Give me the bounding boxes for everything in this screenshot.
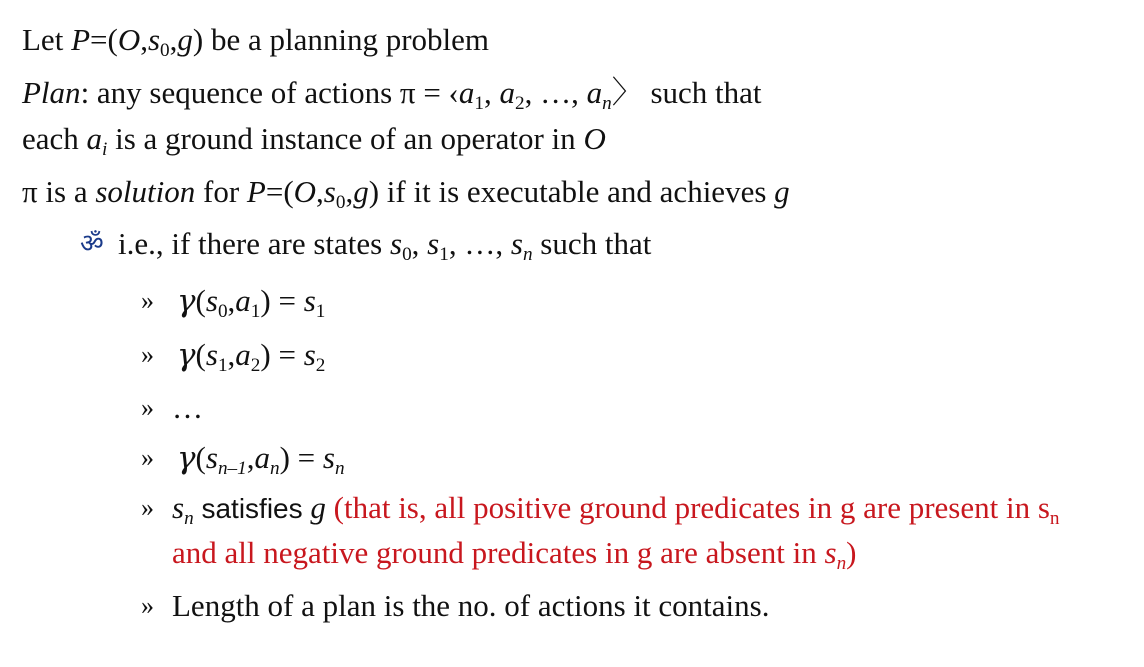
subscript: 1 [315, 301, 326, 323]
subscript: 2 [315, 355, 326, 377]
symbol-s: s [510, 226, 523, 261]
symbol-a: a [254, 440, 270, 475]
symbol-a: a [499, 75, 515, 110]
bullet-marker: » [141, 393, 154, 422]
symbol-s: s [303, 337, 316, 372]
text-paren: ( [195, 283, 206, 318]
text-plan-desc: : any sequence of actions π = ‹ [80, 75, 459, 110]
text-sep: , …, [448, 226, 511, 261]
red-note-negative: and all negative ground predicates in g are absent in [172, 535, 825, 570]
subscript: n–1 [217, 458, 247, 480]
goal-satisfaction-line-1 [172, 490, 1060, 530]
text-sep: , [411, 226, 428, 261]
text-eq-open: =( [265, 174, 294, 209]
subscript: n [836, 553, 847, 575]
planning-problem-definition [22, 22, 490, 62]
bullet-marker: » [141, 591, 154, 620]
subscript: n [1049, 508, 1060, 530]
symbol-s: s [322, 440, 335, 475]
text-pi-is-a: π is a [22, 174, 96, 209]
bullet-marker: » [141, 493, 154, 522]
symbol-s: s [427, 226, 440, 261]
bullet-marker: » [141, 443, 154, 472]
om-bullet-icon [80, 226, 104, 262]
subscript: n [270, 458, 280, 480]
text-intro: i.e., if there are states [118, 226, 390, 261]
text-sep: , …, [524, 75, 587, 110]
symbol-gamma: γ [177, 337, 196, 373]
subscript: n [335, 458, 345, 480]
bullet-marker: » [141, 286, 154, 315]
text-equals: ) = [279, 440, 323, 475]
symbol-a: a [235, 283, 251, 318]
text-comma: , [345, 174, 354, 209]
symbol-s: s [172, 490, 185, 525]
symbol-s: s [147, 22, 161, 57]
plan-definition [22, 75, 762, 115]
term-plan: Plan [22, 75, 81, 110]
symbol-g: g [353, 174, 369, 209]
subscript: i [102, 139, 108, 161]
text-rest: ) be a planning problem [192, 22, 490, 57]
subscript: 1 [474, 93, 484, 115]
symbol-a: a [458, 75, 475, 110]
text-for: for [195, 174, 247, 209]
symbol-P: P [71, 22, 90, 57]
text-equals: ) = [260, 337, 304, 372]
subscript: n [522, 244, 533, 266]
subscript: 1 [217, 355, 228, 377]
subscript: n [602, 93, 612, 115]
text-rest: is a ground instance of an operator in [107, 121, 584, 156]
symbol-P: P [246, 174, 266, 209]
solution-definition [22, 174, 790, 214]
text-close-paren: ) [846, 535, 857, 570]
subscript: 0 [402, 244, 412, 266]
text-each: each [22, 121, 87, 156]
symbol-O: O [293, 174, 317, 209]
transition-step-2 [177, 337, 326, 377]
ground-instance-line [22, 121, 606, 161]
transition-step-n [177, 440, 345, 480]
symbol-s: s [303, 283, 316, 318]
red-note-positive: (that is, all positive ground predicates in g are present in s [325, 490, 1050, 525]
symbol-g: g [774, 174, 790, 209]
bullet-marker: » [141, 340, 154, 369]
subscript: 0 [335, 192, 346, 214]
text-comma: , [227, 283, 236, 318]
text-comma: , [246, 440, 255, 475]
text-such-that: 〉 such that [611, 75, 762, 110]
symbol-g: g [177, 22, 193, 57]
symbol-a: a [235, 337, 251, 372]
symbol-s: s [205, 440, 218, 475]
symbol-O: O [117, 22, 141, 57]
subscript: 1 [439, 244, 449, 266]
text-sep: , [483, 75, 500, 110]
text-paren: ( [195, 440, 206, 475]
text-rest: ) if it is executable and achieves [368, 174, 775, 209]
text-eq-open: =( [90, 22, 118, 57]
subscript: 2 [250, 355, 261, 377]
symbol-g: g [310, 490, 326, 525]
symbol-O: O [583, 121, 606, 156]
transition-step-1 [177, 283, 326, 323]
symbol-a: a [586, 75, 603, 110]
text-equals: ) = [260, 283, 304, 318]
subscript: 1 [250, 301, 261, 323]
symbol-s: s [205, 283, 218, 318]
text-comma: , [316, 174, 324, 209]
subscript: 0 [160, 40, 170, 62]
goal-satisfaction-line-2 [172, 535, 857, 575]
symbol-a: a [86, 121, 103, 156]
subscript: 0 [217, 301, 228, 323]
symbol-gamma: γ [177, 440, 196, 476]
states-line [118, 226, 652, 266]
symbol-s: s [205, 337, 218, 372]
text-comma: , [169, 22, 178, 57]
term-solution: solution [95, 174, 196, 209]
symbol-s: s [824, 535, 837, 570]
symbol-s: s [323, 174, 336, 209]
text-comma: , [227, 337, 236, 372]
text-comma: , [140, 22, 148, 57]
text-satisfies: satisfies [193, 493, 311, 524]
text-paren: ( [195, 337, 206, 372]
symbol-s: s [389, 226, 403, 261]
plan-length-line: Length of a plan is the no. of actions it contains. [172, 588, 770, 623]
symbol-gamma: γ [177, 283, 196, 319]
subscript: n [184, 508, 194, 530]
subscript: 2 [514, 93, 525, 115]
text-let: Let [22, 22, 64, 57]
text-rest: such that [532, 226, 652, 261]
transition-ellipsis: … [172, 390, 205, 425]
